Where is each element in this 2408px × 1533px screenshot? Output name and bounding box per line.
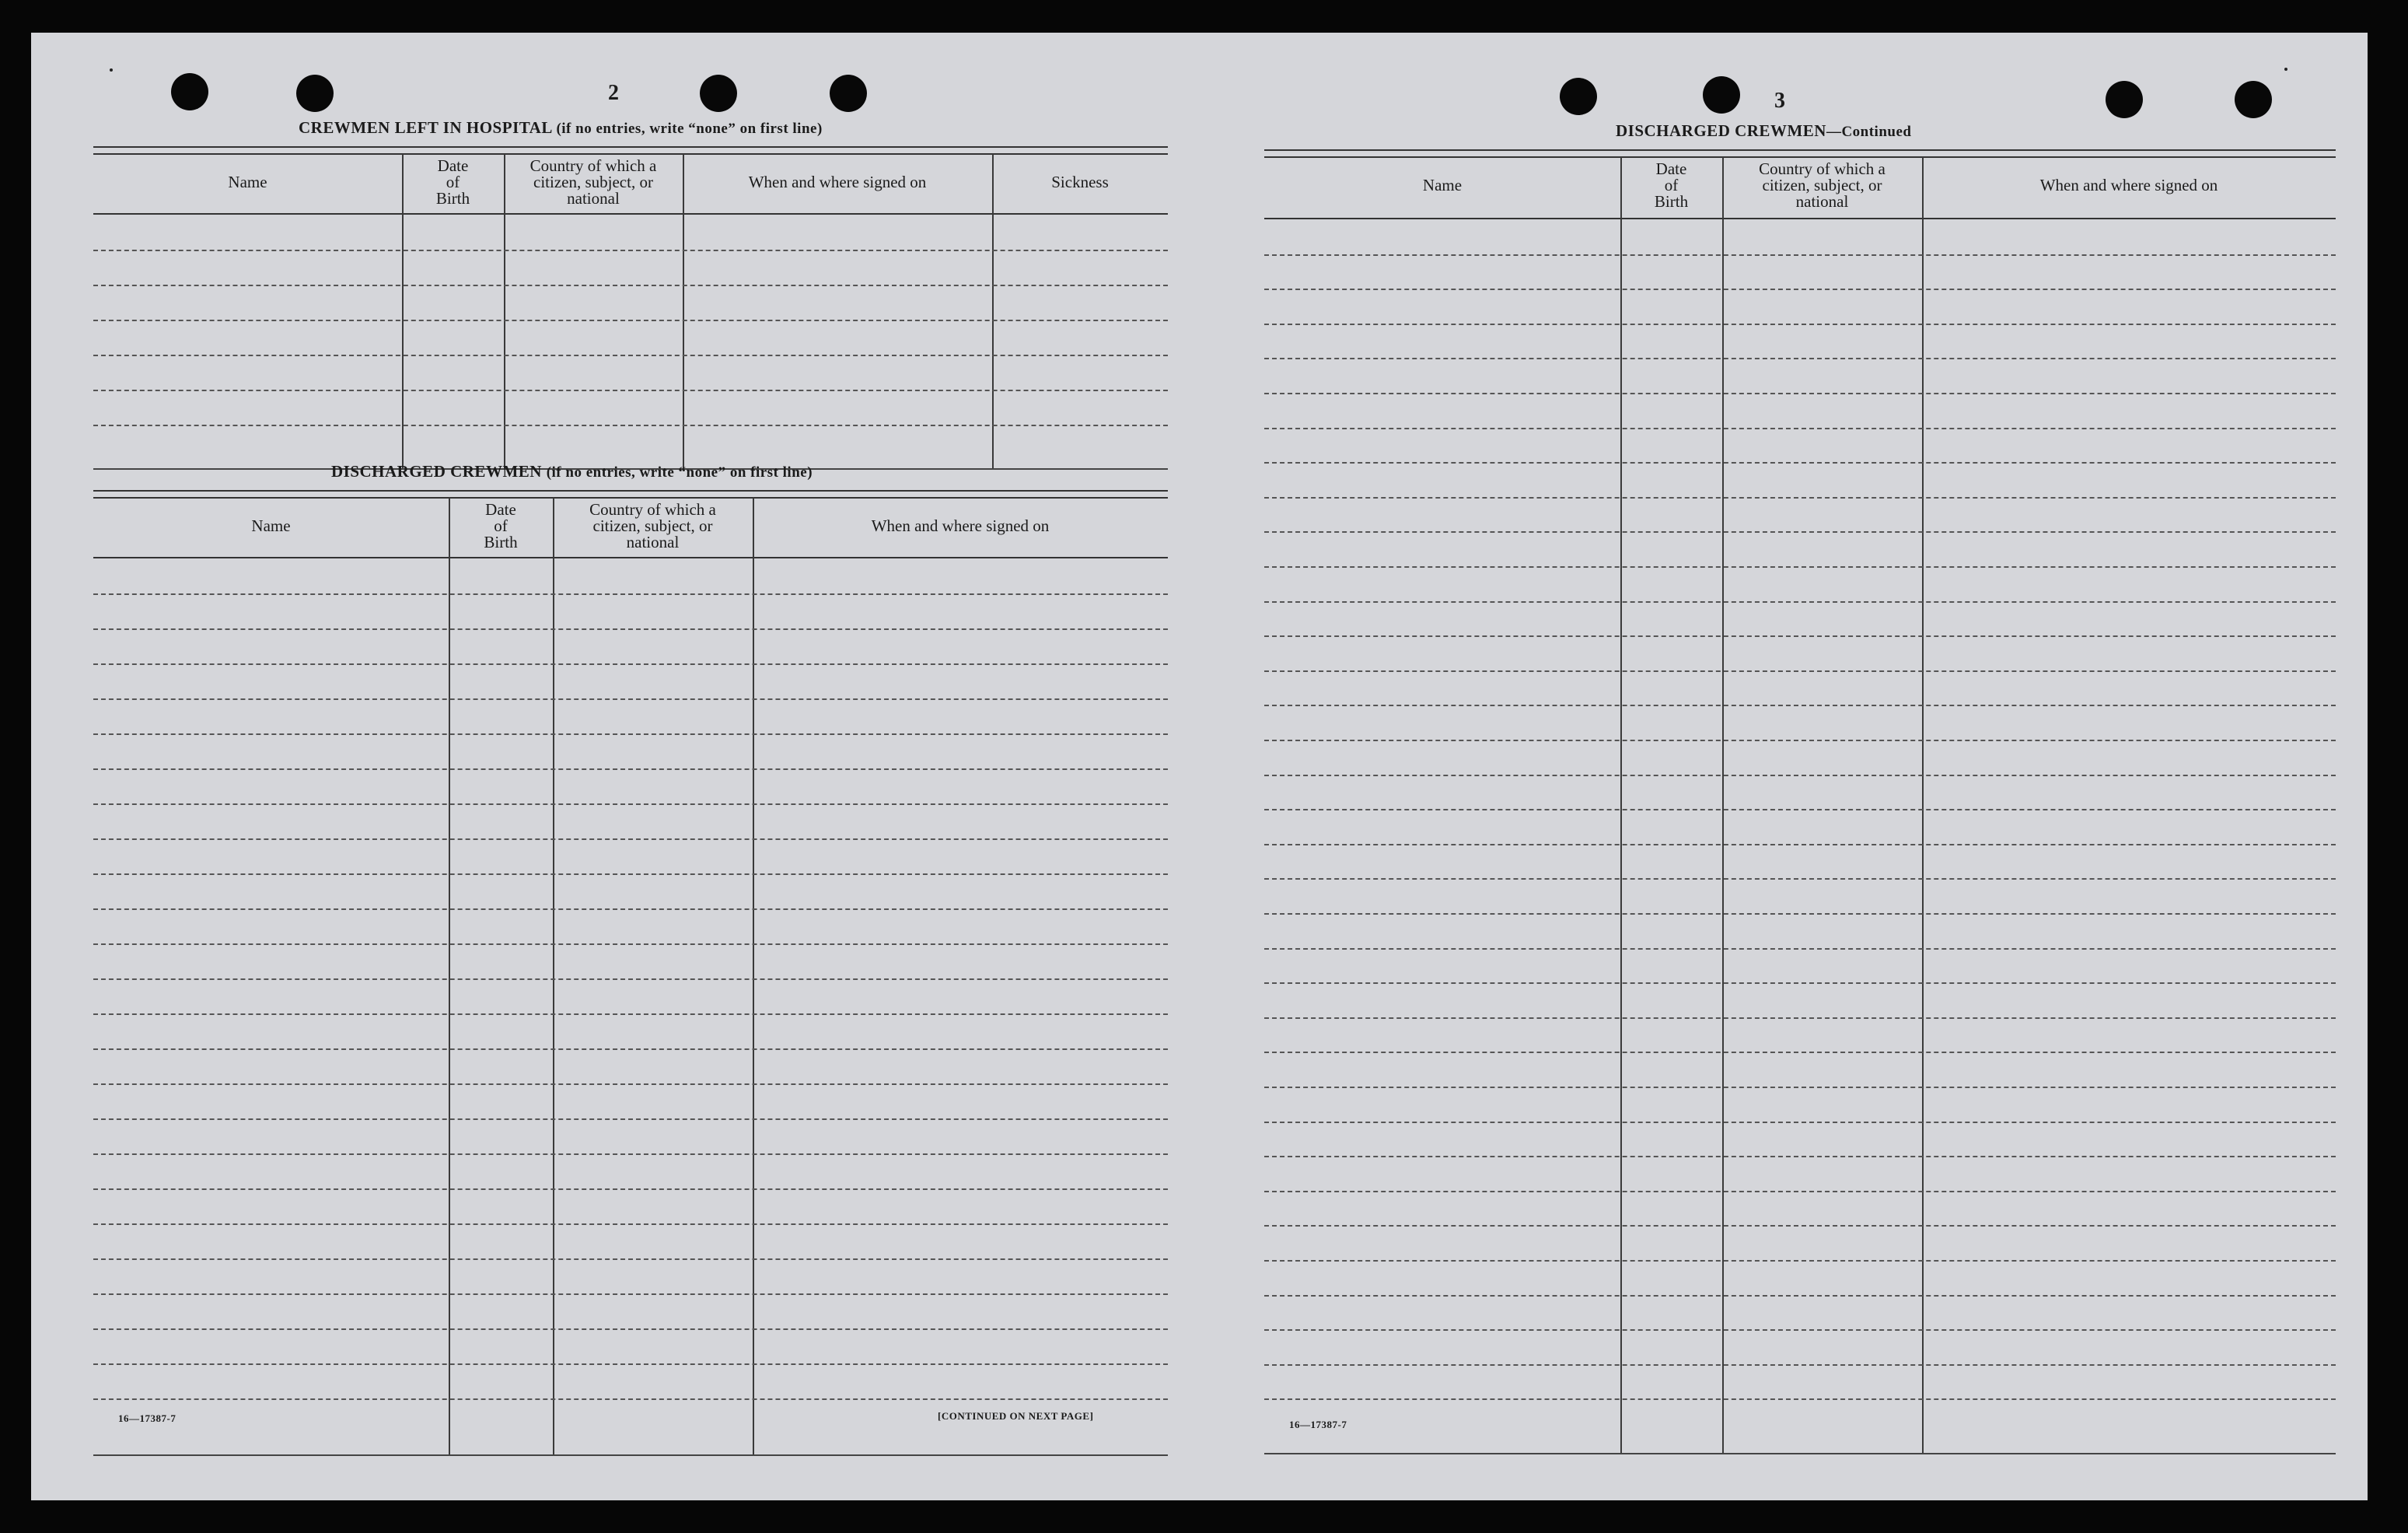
entry-line: [1264, 254, 2336, 256]
entry-line: [93, 593, 1168, 595]
entry-line: [1264, 1398, 2336, 1400]
table-header: [93, 154, 1168, 210]
entry-line: [1264, 462, 2336, 464]
entry-line: [1264, 358, 2336, 359]
punch-hole: [296, 75, 334, 112]
column-header: Name: [251, 516, 291, 535]
column-header: Sickness: [1051, 172, 1109, 191]
entry-line: [93, 628, 1168, 630]
discharged-instruction: (if no entries, write “none” on first line): [546, 464, 813, 481]
header-rule: [93, 213, 1168, 215]
column-header: Date of Birth: [435, 156, 470, 208]
entry-line: [1264, 635, 2336, 637]
entry-line: [93, 1223, 1168, 1225]
discharged-continued-table: [1264, 149, 2336, 1453]
column-header: Date of Birth: [484, 499, 518, 551]
punch-hole: [830, 75, 867, 112]
discharged-section-title: [331, 462, 813, 481]
entry-line: [93, 1293, 1168, 1295]
table-header: [93, 498, 1168, 554]
entry-line: [1264, 1052, 2336, 1053]
entry-line: [1264, 948, 2336, 950]
entry-line: [1264, 740, 2336, 741]
header-rule: [93, 557, 1168, 558]
entry-line: [1264, 428, 2336, 429]
entry-line: [93, 1048, 1168, 1050]
entry-line: [1264, 324, 2336, 325]
entry-line: [93, 733, 1168, 735]
punch-hole: [2235, 81, 2272, 118]
header-rule: [1264, 218, 2336, 219]
column-header: When and where signed on: [748, 172, 927, 191]
column-header: Country of which a citizen, subject, or national: [529, 156, 657, 208]
punch-hole: [1560, 78, 1597, 115]
column-rule: [683, 154, 684, 468]
column-rule: [1620, 157, 1622, 1453]
entry-line: [1264, 1364, 2336, 1366]
entry-line: [93, 1083, 1168, 1085]
column-header: Name: [228, 172, 267, 191]
entry-line: [93, 250, 1168, 251]
entry-line: [93, 285, 1168, 286]
entry-line: [93, 1258, 1168, 1260]
entry-line: [93, 1328, 1168, 1330]
entry-line: [93, 663, 1168, 665]
hospital-table: [93, 146, 1168, 468]
column-rule: [553, 498, 554, 1454]
table-bottom-rule: [93, 1454, 1168, 1456]
entry-line: [1264, 1191, 2336, 1192]
continued-note: [CONTINUED ON NEXT PAGE]: [938, 1410, 1094, 1422]
entry-line: [1264, 878, 2336, 880]
discharged-continued-title-text: DISCHARGED CREWMEN: [1616, 121, 1826, 140]
table-bottom-rule: [1264, 1453, 2336, 1454]
punch-hole: [171, 73, 208, 110]
column-rule: [402, 154, 404, 468]
discharged-continued-title: [1616, 121, 1911, 141]
entry-line: [1264, 670, 2336, 672]
entry-line: [1264, 1260, 2336, 1262]
entry-line: [93, 1188, 1168, 1190]
table-header: [1264, 157, 2336, 213]
punch-hole: [1703, 76, 1740, 114]
hospital-section-title: [299, 118, 823, 138]
form-number-left: 16—17387-7: [118, 1412, 176, 1424]
speck: [110, 68, 113, 72]
entry-line: [93, 390, 1168, 391]
entry-line: [1264, 913, 2336, 915]
punch-hole: [2106, 81, 2143, 118]
entry-line: [93, 1013, 1168, 1015]
discharged-table: [93, 490, 1168, 1454]
entry-line: [93, 698, 1168, 700]
column-rule: [753, 498, 754, 1454]
entry-line: [93, 1398, 1168, 1400]
entry-line: [1264, 1087, 2336, 1088]
entry-line: [1264, 1122, 2336, 1123]
form-number-right: 16—17387-7: [1289, 1419, 1347, 1430]
entry-line: [93, 320, 1168, 321]
column-rule: [449, 498, 450, 1454]
column-rule: [1722, 157, 1724, 1453]
column-rule: [1922, 157, 1924, 1453]
entry-line: [1264, 1295, 2336, 1297]
entry-line: [1264, 775, 2336, 776]
entry-line: [1264, 1225, 2336, 1227]
discharged-title-text: DISCHARGED CREWMEN: [331, 462, 542, 481]
entry-line: [93, 1363, 1168, 1365]
speck: [2284, 68, 2287, 71]
entry-line: [93, 425, 1168, 426]
entry-line: [93, 908, 1168, 910]
page-number-right: 3: [1774, 89, 1785, 113]
entry-line: [1264, 844, 2336, 845]
column-header: Date of Birth: [1654, 159, 1689, 211]
entry-line: [1264, 289, 2336, 290]
column-header: When and where signed on: [2039, 175, 2218, 194]
entry-line: [93, 978, 1168, 980]
entry-line: [93, 768, 1168, 770]
form-sheet: [31, 33, 2368, 1500]
entry-line: [1264, 531, 2336, 533]
column-header: Country of which a citizen, subject, or national: [589, 499, 716, 551]
hospital-instruction: (if no entries, write “none” on first line): [556, 121, 823, 137]
entry-line: [1264, 1156, 2336, 1157]
entry-line: [1264, 809, 2336, 810]
entry-line: [1264, 497, 2336, 499]
entry-line: [93, 1153, 1168, 1155]
column-header: When and where signed on: [871, 516, 1050, 535]
entry-line: [1264, 982, 2336, 984]
entry-line: [93, 1118, 1168, 1120]
entry-line: [93, 838, 1168, 840]
entry-line: [1264, 1329, 2336, 1331]
hospital-title-text: CREWMEN LEFT IN HOSPITAL: [299, 118, 552, 137]
column-rule: [504, 154, 505, 468]
entry-line: [93, 355, 1168, 356]
column-rule: [992, 154, 994, 468]
punch-hole: [700, 75, 737, 112]
column-header: Country of which a citizen, subject, or national: [1759, 159, 1886, 211]
entry-line: [1264, 393, 2336, 394]
continued-suffix: —Continued: [1826, 124, 1912, 140]
entry-line: [93, 943, 1168, 945]
column-header: Name: [1422, 175, 1463, 194]
entry-line: [93, 803, 1168, 805]
entry-line: [1264, 566, 2336, 568]
entry-line: [93, 873, 1168, 875]
entry-line: [1264, 705, 2336, 706]
entry-line: [1264, 1017, 2336, 1019]
entry-line: [1264, 601, 2336, 603]
page-number-left: 2: [608, 81, 619, 105]
